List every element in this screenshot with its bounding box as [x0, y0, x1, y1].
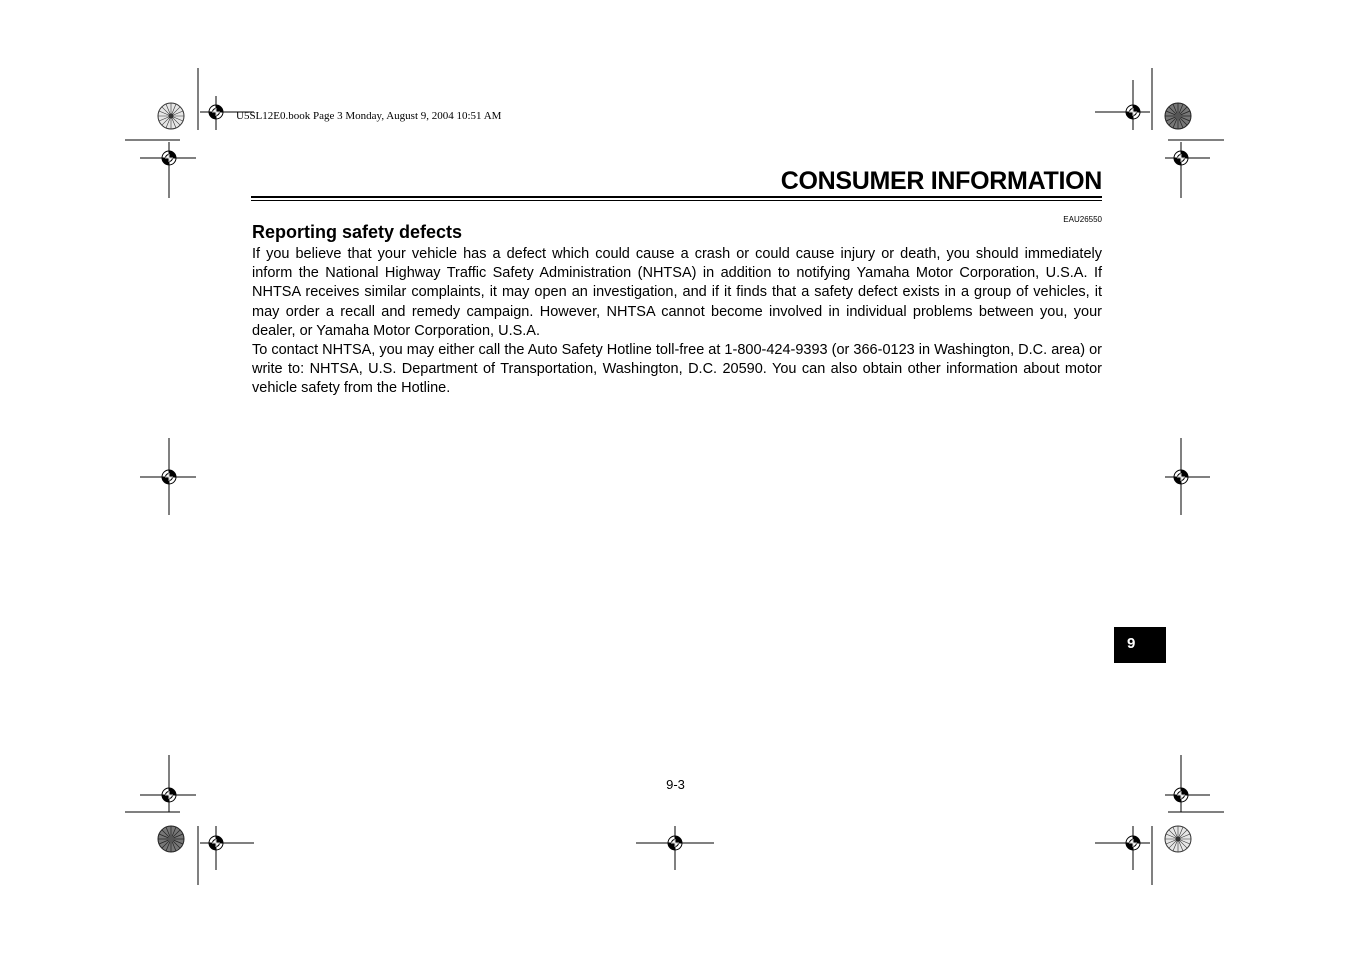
paragraph: To contact NHTSA, you may either call the Auto Safety Hotline toll-free at 1-800-424-9393 (or 366-0123 in Washington, D.C. area) or write to: NHTSA, U.S. Department of Transportation, Washington, D.C. 20590. You can also obtain other information about motor vehicle safety from the Hotline.: [252, 342, 1102, 397]
registration-crosshair-icon: [162, 151, 176, 165]
printer-color-wheel-icon: [158, 826, 184, 852]
chapter-tab-number: 9: [1127, 635, 1136, 652]
section-heading: Reporting safety defects: [252, 222, 463, 242]
reference-code: EAU26550: [1063, 215, 1102, 224]
title-rule: [251, 196, 1102, 198]
page-number: 9-3: [666, 777, 685, 792]
registration-crosshair-icon: [1174, 151, 1188, 165]
registration-crosshair-icon: [162, 470, 176, 484]
body-text: [252, 245, 1102, 399]
printer-color-wheel-icon: [1165, 826, 1191, 852]
paragraph: If you believe that your vehicle has a defect which could cause a crash or could cause injury or death, you should immediately inform the National Highway Traffic Safety Administration (NHTSA) in addition to notifying Yamaha Motor Corporation, U.S.A. If NHTSA receives similar complaints, it may open an investigation, and if it finds that a safety defect exists in a group of vehicles, it may order a recall and remedy campaign. However, NHTSA cannot become involved in individual problems between you, your dealer, or Yamaha Motor Corporation, U.S.A.: [252, 246, 1102, 339]
print-info-header: U5SL12E0.book Page 3 Monday, August 9, 2004 10:51 AM: [236, 110, 502, 122]
chapter-tab: [1114, 627, 1166, 663]
registration-crosshair-icon: [209, 836, 223, 850]
registration-crosshair-icon: [1174, 470, 1188, 484]
registration-crosshair-icon: [1126, 836, 1140, 850]
printer-color-wheel-icon: [1165, 103, 1191, 129]
chapter-title: CONSUMER INFORMATION: [780, 167, 1102, 195]
registration-crosshair-icon: [209, 105, 223, 119]
title-rule-thin: [251, 200, 1102, 201]
registration-crosshair-icon: [668, 836, 682, 850]
printer-color-wheel-icon: [158, 103, 184, 129]
registration-crosshair-icon: [1126, 105, 1140, 119]
